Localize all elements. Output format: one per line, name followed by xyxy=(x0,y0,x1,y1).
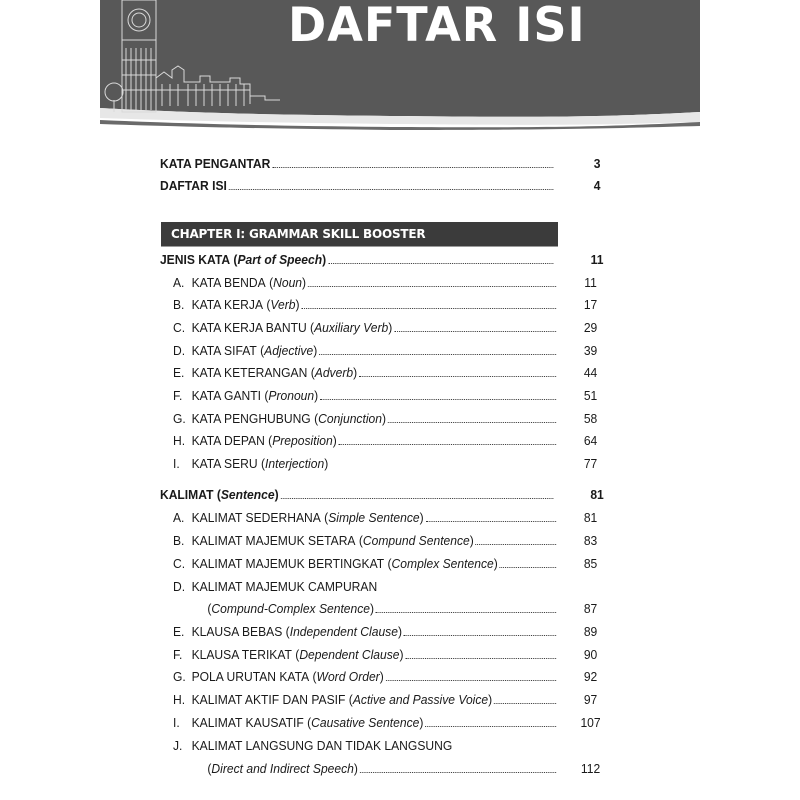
toc-entry-title: KATA GANTI xyxy=(191,388,262,403)
toc-page-number: 39 xyxy=(583,343,598,358)
toc-item-letter: A. xyxy=(172,275,185,290)
toc-entry-title: KALIMAT AKTIF DAN PASIF xyxy=(191,692,346,707)
toc-item-letter: E. xyxy=(172,365,185,380)
toc-entry-english: Active and Passive Voice xyxy=(352,692,489,707)
toc-row[interactable]: E. KLAUSA BEBAS ( Independent Clause ) 89 xyxy=(0,622,744,642)
toc-row[interactable]: F. KATA GANTI ( Pronoun ) 51 xyxy=(0,386,744,406)
toc-page-number: 58 xyxy=(583,411,598,426)
toc-entry-title: KATA KERJA BANTU xyxy=(191,320,307,335)
toc-page-number: 64 xyxy=(583,433,598,448)
toc-row[interactable]: F. KLAUSA TERIKAT ( Dependent Clause ) 90 xyxy=(0,645,744,665)
toc-row[interactable]: I. KALIMAT KAUSATIF ( Causative Sentence ) 107 xyxy=(0,713,744,733)
dot-leader xyxy=(308,276,556,287)
toc-item-letter: F. xyxy=(172,388,183,403)
toc-entry-english: Noun xyxy=(273,275,303,290)
toc-row-continuation[interactable]: ( Direct and Indirect Speech ) 112 xyxy=(0,759,744,779)
toc-entry-title: KALIMAT KAUSATIF xyxy=(191,715,304,730)
toc-row[interactable]: A. KALIMAT SEDERHANA ( Simple Sentence ) 81 xyxy=(0,508,744,528)
dot-leader xyxy=(404,625,556,636)
toc-row[interactable] xyxy=(0,577,744,597)
toc-entry-title: JENIS KATA xyxy=(159,252,231,267)
toc-row-section-kalimat[interactable]: KALIMAT ( Sentence ) 81 xyxy=(0,485,744,505)
toc-page-number: 44 xyxy=(583,365,598,380)
toc-entry-english: Simple Sentence xyxy=(328,510,420,525)
toc-page-number: 81 xyxy=(590,487,604,502)
toc-entry-english: Preposition xyxy=(272,433,333,448)
toc-entry-title: KALIMAT MAJEMUK BERTINGKAT xyxy=(191,556,385,571)
toc-item-letter: J. xyxy=(172,738,183,753)
toc-entry-english: Interjection xyxy=(265,456,325,471)
toc-item-letter: E. xyxy=(172,624,185,639)
toc-item-letter: D. xyxy=(172,343,186,358)
toc-entry-english: Causative Sentence xyxy=(311,715,420,730)
toc-page-number: 77 xyxy=(583,456,598,471)
toc-entry-title: KATA PENGANTAR xyxy=(159,156,271,171)
page-header xyxy=(100,0,700,132)
dot-leader xyxy=(426,511,557,522)
toc-page-number: 107 xyxy=(580,715,601,730)
toc-row[interactable]: H. KATA DEPAN ( Preposition ) 64 xyxy=(0,431,744,451)
toc-item-letter: I. xyxy=(172,715,180,730)
toc-item-letter: B. xyxy=(172,297,185,312)
toc-row[interactable]: B. KALIMAT MAJEMUK SETARA ( Compund Sentence ) 83 xyxy=(0,531,744,551)
toc-row-continuation[interactable]: ( Compund-Complex Sentence ) 87 xyxy=(0,599,744,619)
toc-item-letter: G. xyxy=(172,411,186,426)
toc-entry-title: KLAUSA BEBAS xyxy=(191,624,283,639)
toc-row[interactable] xyxy=(0,736,744,756)
toc-entry-english: Word Order xyxy=(316,669,380,684)
toc-row-daftar-isi[interactable] xyxy=(0,176,744,196)
toc-entry-title: KALIMAT SEDERHANA xyxy=(191,510,321,525)
toc-item-letter: C. xyxy=(172,320,186,335)
toc-page-number: 81 xyxy=(583,510,598,525)
dot-leader xyxy=(500,557,557,568)
toc-entry-title: KALIMAT MAJEMUK CAMPURAN xyxy=(191,579,378,594)
dot-leader xyxy=(328,253,553,264)
toc-page-number: 3 xyxy=(593,156,601,171)
toc-entry-title: KATA SERU xyxy=(191,456,258,471)
dot-leader xyxy=(281,488,554,499)
toc-page-number: 4 xyxy=(593,178,601,193)
toc-item-letter: H. xyxy=(172,433,186,448)
dot-leader xyxy=(394,321,556,332)
toc-entry-title: KATA KERJA xyxy=(191,297,264,312)
toc-page-number: 11 xyxy=(584,275,597,290)
toc-entry-english: Compund Sentence xyxy=(362,533,470,548)
toc-entry-title: KALIMAT xyxy=(159,487,214,502)
toc-item-letter: I. xyxy=(172,456,180,471)
dot-leader xyxy=(425,716,556,727)
toc-entry-english: Direct and Indirect Speech xyxy=(211,761,354,776)
toc-row[interactable]: G. POLA URUTAN KATA ( Word Order ) 92 xyxy=(0,667,744,687)
dot-leader xyxy=(229,179,554,190)
toc-row-kata-pengantar[interactable] xyxy=(0,154,744,174)
toc-page-number: 85 xyxy=(583,556,598,571)
toc-entry-title: KLAUSA TERIKAT xyxy=(191,647,292,662)
toc-entry-english: Compund-Complex Sentence xyxy=(211,601,371,616)
toc-entry-english: Part of Speech xyxy=(237,252,323,267)
toc-item-letter: A. xyxy=(172,510,185,525)
toc-entry-english: Pronoun xyxy=(268,388,315,403)
toc-row[interactable]: D. KATA SIFAT ( Adjective ) 39 xyxy=(0,341,744,361)
toc-entry-english: Adverb xyxy=(314,365,354,380)
toc-row[interactable]: E. KATA KETERANGAN ( Adverb ) 44 xyxy=(0,363,744,383)
toc-entry-title: KATA KETERANGAN xyxy=(191,365,308,380)
toc-page-number: 29 xyxy=(583,320,598,335)
toc-page-number: 51 xyxy=(583,388,598,403)
toc-page-number: 97 xyxy=(583,692,598,707)
toc-entry-title: KATA BENDA xyxy=(191,275,266,290)
toc-item-letter: G. xyxy=(172,669,186,684)
toc-item-letter: B. xyxy=(172,533,185,548)
toc-page-number: 90 xyxy=(583,647,598,662)
toc-item-letter: C. xyxy=(172,556,186,571)
toc-entry-english: Dependent Clause xyxy=(299,647,400,662)
toc-entry-title: KATA PENGHUBUNG xyxy=(191,411,311,426)
page-title: DAFTAR ISI xyxy=(288,0,586,53)
chapter-heading: CHAPTER I: GRAMMAR SKILL BOOSTER xyxy=(161,222,558,246)
toc-page-number: 83 xyxy=(583,533,598,548)
toc-entry-english: Conjunction xyxy=(318,411,382,426)
toc-entry-title: KATA SIFAT xyxy=(191,343,257,358)
dot-leader xyxy=(388,412,556,423)
dot-leader xyxy=(272,157,553,168)
toc-entry-english: Complex Sentence xyxy=(391,556,494,571)
toc-entry-english: Auxiliary Verb xyxy=(314,320,389,335)
toc-row[interactable]: C. KATA KERJA BANTU ( Auxiliary Verb ) 29 xyxy=(0,318,744,338)
toc-row[interactable]: I. KATA SERU ( Interjection ) 77 xyxy=(0,454,744,474)
toc-entry-english: Verb xyxy=(270,297,296,312)
toc-item-letter: H. xyxy=(172,692,186,707)
toc-page-number: 92 xyxy=(583,669,598,684)
toc-row[interactable]: G. KATA PENGHUBUNG ( Conjunction ) 58 xyxy=(0,409,744,429)
dot-leader xyxy=(319,344,556,355)
toc-row-section-jenis-kata[interactable]: JENIS KATA ( Part of Speech ) 11 xyxy=(0,250,744,270)
toc-row[interactable]: H. KALIMAT AKTIF DAN PASIF ( Active and Passive Voice ) 97 xyxy=(0,690,744,710)
toc-entry-title: DAFTAR ISI xyxy=(159,178,227,193)
dot-leader xyxy=(359,366,556,377)
dot-leader xyxy=(320,389,556,400)
toc-page-number: 11 xyxy=(590,252,604,267)
dot-leader xyxy=(386,670,557,681)
dot-leader xyxy=(360,762,556,773)
toc-row[interactable]: C. KALIMAT MAJEMUK BERTINGKAT ( Complex Sentence ) 85 xyxy=(0,554,744,574)
toc-entry-title: KATA DEPAN xyxy=(191,433,265,448)
toc-row[interactable]: B. KATA KERJA ( Verb ) 17 xyxy=(0,295,744,315)
toc-page-number: 87 xyxy=(583,601,598,616)
dot-leader xyxy=(301,298,556,309)
dot-leader xyxy=(339,434,557,445)
toc-entry-english: Independent Clause xyxy=(289,624,398,639)
dot-leader xyxy=(376,602,556,613)
dot-leader xyxy=(494,693,556,704)
toc-entry-title: POLA URUTAN KATA xyxy=(191,669,310,684)
toc-page-number: 89 xyxy=(583,624,598,639)
toc-item-letter: D. xyxy=(172,579,186,594)
dot-leader xyxy=(476,534,556,545)
toc-entry-title: KALIMAT LANGSUNG DAN TIDAK LANGSUNG xyxy=(191,738,453,753)
toc-entry-title: KALIMAT MAJEMUK SETARA xyxy=(191,533,356,548)
toc-entry-english: Sentence xyxy=(220,487,275,502)
toc-page-number: 112 xyxy=(580,761,601,776)
toc-entry-english: Adjective xyxy=(264,343,314,358)
divider xyxy=(161,246,558,247)
toc-row[interactable]: A. KATA BENDA ( Noun ) 11 xyxy=(0,273,744,293)
toc-item-letter: F. xyxy=(172,647,183,662)
toc-page-number: 17 xyxy=(583,297,598,312)
dot-leader xyxy=(405,648,556,659)
